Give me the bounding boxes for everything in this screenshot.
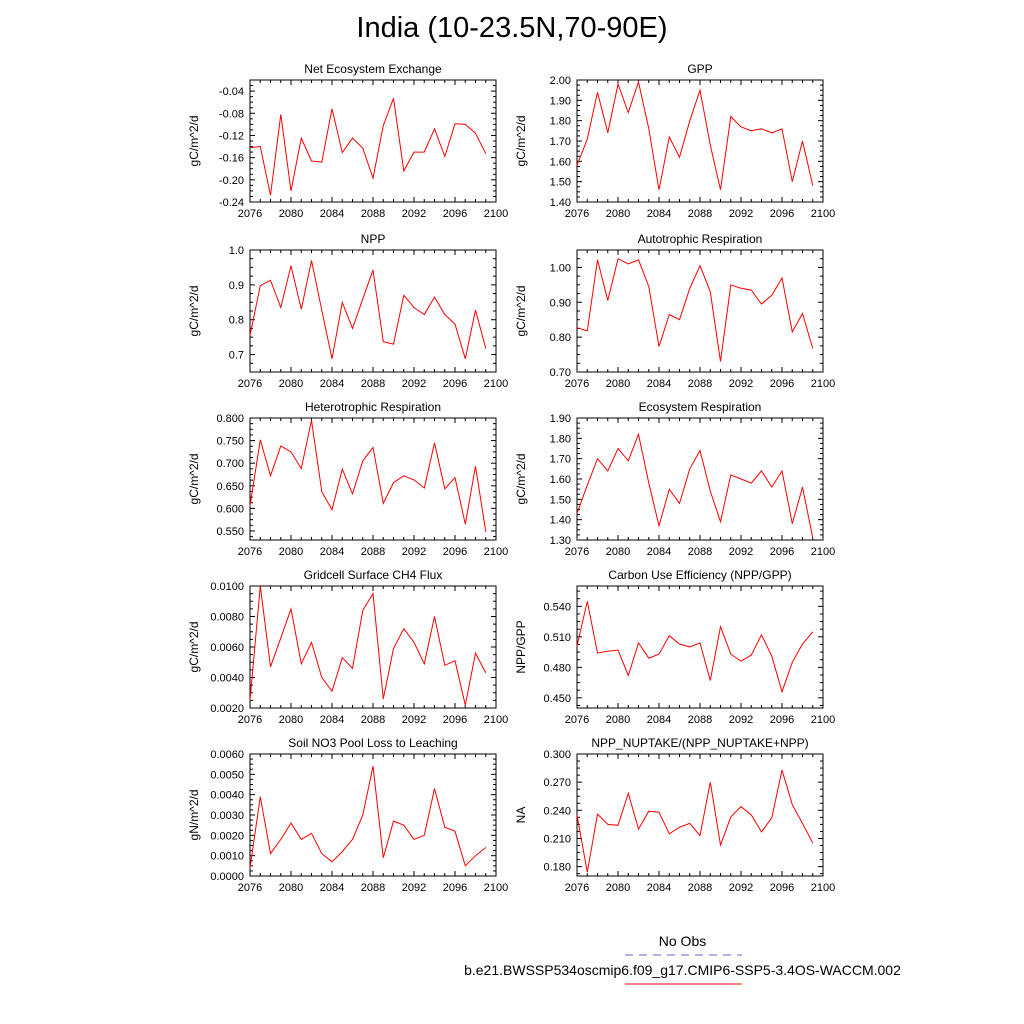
x-tick-label: 2080 bbox=[605, 714, 631, 726]
plot-frame bbox=[250, 586, 496, 708]
y-tick-label: 0.80 bbox=[549, 332, 571, 345]
y-tick-label: 1.50 bbox=[549, 176, 571, 189]
y-tick-label: 0.0020 bbox=[210, 830, 244, 843]
x-tick-label: 2088 bbox=[360, 378, 386, 390]
panel-title: NPP bbox=[360, 232, 386, 246]
y-tick-label: 0.70 bbox=[549, 367, 571, 379]
x-tick-label: 2088 bbox=[360, 714, 386, 726]
panel-title: GPP bbox=[687, 62, 713, 76]
x-tick-label: 2096 bbox=[769, 882, 795, 894]
plot-frame bbox=[250, 418, 496, 540]
x-tick-label: 2092 bbox=[728, 378, 754, 390]
chart-panel-3 bbox=[187, 232, 508, 390]
x-tick-label: 2100 bbox=[810, 378, 836, 390]
plot-frame bbox=[577, 418, 823, 540]
x-tick-label: 2096 bbox=[769, 208, 795, 220]
x-tick-label: 2096 bbox=[442, 208, 468, 220]
y-tick-label: 0.0020 bbox=[210, 703, 244, 715]
y-tick-label: 0.9 bbox=[228, 279, 244, 292]
x-tick-label: 2080 bbox=[605, 378, 631, 390]
y-tick-label: 0.550 bbox=[216, 525, 244, 538]
y-tick-label: 1.80 bbox=[549, 115, 571, 128]
y-tick-label: 0.8 bbox=[228, 314, 244, 327]
panel-title: NPP_NUPTAKE/(NPP_NUPTAKE+NPP) bbox=[591, 736, 809, 750]
y-tick-label: 0.600 bbox=[216, 503, 244, 516]
y-tick-label: 0.750 bbox=[216, 435, 244, 448]
y-tick-label: 0.700 bbox=[216, 458, 244, 471]
x-tick-label: 2100 bbox=[483, 546, 509, 558]
chart-panel-8 bbox=[514, 568, 835, 726]
series-line bbox=[250, 261, 486, 359]
x-tick-label: 2100 bbox=[810, 882, 836, 894]
y-tick-label: 0.450 bbox=[543, 692, 571, 705]
y-tick-label: -0.04 bbox=[218, 86, 244, 99]
x-tick-label: 2084 bbox=[319, 378, 345, 390]
x-tick-label: 2096 bbox=[442, 546, 468, 558]
x-tick-label: 2092 bbox=[401, 378, 427, 390]
x-tick-label: 2080 bbox=[278, 378, 304, 390]
x-tick-label: 2084 bbox=[646, 882, 672, 894]
series-line bbox=[250, 766, 486, 868]
x-tick-label: 2084 bbox=[319, 546, 345, 558]
series-line bbox=[577, 434, 813, 538]
x-tick-label: 2088 bbox=[360, 882, 386, 894]
panel-title: Autotrophic Respiration bbox=[637, 232, 763, 246]
x-tick-label: 2100 bbox=[483, 208, 509, 220]
x-tick-label: 2096 bbox=[769, 378, 795, 390]
x-tick-label: 2084 bbox=[646, 546, 672, 558]
y-axis-label: NA bbox=[514, 806, 528, 824]
y-tick-label: 1.0 bbox=[228, 245, 244, 257]
x-tick-label: 2076 bbox=[564, 208, 590, 220]
x-tick-label: 2096 bbox=[442, 882, 468, 894]
x-tick-label: 2076 bbox=[237, 882, 263, 894]
y-tick-label: 0.510 bbox=[543, 631, 571, 644]
y-tick-label: -0.20 bbox=[218, 174, 244, 187]
y-axis-label: gN/m^2/d bbox=[187, 789, 201, 841]
x-tick-label: 2100 bbox=[810, 546, 836, 558]
series-line bbox=[250, 586, 486, 705]
y-tick-label: 1.70 bbox=[549, 453, 571, 466]
y-tick-label: 0.480 bbox=[543, 662, 571, 675]
panel-title: Ecosystem Respiration bbox=[638, 400, 762, 414]
x-tick-label: 2076 bbox=[564, 378, 590, 390]
y-tick-label: 1.90 bbox=[549, 95, 571, 108]
x-tick-label: 2076 bbox=[237, 208, 263, 220]
page-title: India (10-23.5N,70-90E) bbox=[356, 12, 668, 44]
plot-frame bbox=[250, 754, 496, 876]
x-tick-label: 2076 bbox=[237, 714, 263, 726]
series-line bbox=[577, 601, 813, 691]
x-tick-label: 2092 bbox=[728, 882, 754, 894]
chart-panel-4 bbox=[514, 232, 835, 390]
y-tick-label: 1.80 bbox=[549, 433, 571, 446]
x-tick-label: 2084 bbox=[646, 378, 672, 390]
y-tick-label: 1.60 bbox=[549, 156, 571, 169]
y-tick-label: 0.270 bbox=[543, 777, 571, 790]
plot-frame bbox=[577, 586, 823, 708]
x-tick-label: 2080 bbox=[278, 546, 304, 558]
x-tick-label: 2088 bbox=[687, 546, 713, 558]
chart-panel-6 bbox=[514, 400, 835, 558]
x-tick-label: 2100 bbox=[483, 882, 509, 894]
x-tick-label: 2080 bbox=[278, 714, 304, 726]
legend-obs-label: No Obs bbox=[658, 933, 707, 949]
y-tick-label: 2.00 bbox=[549, 75, 571, 87]
x-tick-label: 2100 bbox=[810, 208, 836, 220]
y-tick-label: 0.240 bbox=[543, 805, 571, 818]
y-tick-label: 1.70 bbox=[549, 136, 571, 148]
x-tick-label: 2080 bbox=[605, 882, 631, 894]
y-tick-label: -0.12 bbox=[218, 130, 244, 143]
series-line bbox=[577, 770, 813, 872]
plot-frame bbox=[577, 754, 823, 876]
panel-title: Carbon Use Efficiency (NPP/GPP) bbox=[608, 568, 792, 582]
x-tick-label: 2080 bbox=[605, 546, 631, 558]
x-tick-label: 2092 bbox=[728, 208, 754, 220]
chart-panel-2 bbox=[514, 62, 835, 220]
x-tick-label: 2076 bbox=[564, 714, 590, 726]
x-tick-label: 2092 bbox=[401, 714, 427, 726]
y-tick-label: 0.0050 bbox=[210, 769, 244, 782]
y-tick-label: 0.0040 bbox=[210, 789, 244, 802]
x-tick-label: 2092 bbox=[401, 882, 427, 894]
y-tick-label: 1.00 bbox=[549, 262, 571, 275]
chart-panel-5 bbox=[187, 400, 508, 558]
y-tick-label: 0.180 bbox=[543, 861, 571, 874]
panel-title: Heterotrophic Respiration bbox=[304, 400, 442, 414]
x-tick-label: 2080 bbox=[278, 882, 304, 894]
x-tick-label: 2080 bbox=[605, 208, 631, 220]
y-tick-label: 1.60 bbox=[549, 474, 571, 486]
panel-title: Gridcell Surface CH4 Flux bbox=[303, 568, 443, 582]
x-tick-label: 2084 bbox=[319, 882, 345, 894]
y-tick-label: 0.0060 bbox=[210, 749, 244, 761]
y-tick-label: 0.0080 bbox=[210, 611, 244, 624]
y-axis-label: gC/m^2/d bbox=[514, 453, 528, 505]
y-tick-label: -0.24 bbox=[218, 197, 244, 209]
series-line bbox=[250, 98, 486, 195]
legend-model-label: b.e21.BWSSP534oscmip6.f09_g17.CMIP6-SSP5-3.4OS-WACCM.002 bbox=[464, 962, 901, 978]
y-axis-label: gC/m^2/d bbox=[187, 621, 201, 673]
x-tick-label: 2100 bbox=[483, 378, 509, 390]
y-axis-label: gC/m^2/d bbox=[187, 115, 201, 167]
x-tick-label: 2096 bbox=[442, 714, 468, 726]
y-axis-label: gC/m^2/d bbox=[514, 115, 528, 167]
x-tick-label: 2092 bbox=[728, 714, 754, 726]
x-tick-label: 2076 bbox=[237, 546, 263, 558]
y-axis-label: gC/m^2/d bbox=[514, 285, 528, 337]
x-tick-label: 2088 bbox=[687, 378, 713, 390]
y-tick-label: -0.16 bbox=[218, 152, 244, 165]
y-tick-label: 0.540 bbox=[543, 601, 571, 614]
y-tick-label: 1.40 bbox=[549, 514, 571, 527]
x-tick-label: 2076 bbox=[564, 882, 590, 894]
y-axis-label: NPP/GPP bbox=[514, 620, 528, 674]
chart-panel-10 bbox=[514, 736, 835, 894]
y-tick-label: 0.0010 bbox=[210, 850, 244, 863]
x-tick-label: 2092 bbox=[728, 546, 754, 558]
chart-panel-9 bbox=[187, 736, 508, 894]
x-tick-label: 2084 bbox=[646, 714, 672, 726]
x-tick-label: 2096 bbox=[769, 714, 795, 726]
y-tick-label: 1.50 bbox=[549, 494, 571, 507]
x-tick-label: 2088 bbox=[687, 208, 713, 220]
x-tick-label: 2092 bbox=[401, 546, 427, 558]
y-axis-label: gC/m^2/d bbox=[187, 453, 201, 505]
plot-frame bbox=[250, 80, 496, 202]
x-tick-label: 2100 bbox=[810, 714, 836, 726]
y-axis-label: gC/m^2/d bbox=[187, 285, 201, 337]
chart-panel-1 bbox=[187, 62, 508, 220]
chart-panel-7 bbox=[187, 568, 508, 726]
plot-frame bbox=[577, 80, 823, 202]
panel-title: Net Ecosystem Exchange bbox=[304, 62, 442, 76]
x-tick-label: 2084 bbox=[646, 208, 672, 220]
x-tick-label: 2084 bbox=[319, 208, 345, 220]
y-tick-label: 0.0060 bbox=[210, 642, 244, 654]
x-tick-label: 2096 bbox=[769, 546, 795, 558]
y-tick-label: -0.08 bbox=[218, 108, 244, 121]
x-tick-label: 2076 bbox=[237, 378, 263, 390]
x-tick-label: 2096 bbox=[442, 378, 468, 390]
y-tick-label: 0.0040 bbox=[210, 672, 244, 685]
y-tick-label: 0.800 bbox=[216, 413, 244, 425]
y-tick-label: 0.90 bbox=[549, 297, 571, 310]
x-tick-label: 2084 bbox=[319, 714, 345, 726]
y-tick-label: 0.650 bbox=[216, 480, 244, 493]
y-tick-label: 0.7 bbox=[228, 349, 244, 362]
x-tick-label: 2088 bbox=[360, 208, 386, 220]
series-line bbox=[577, 259, 813, 362]
x-tick-label: 2088 bbox=[360, 546, 386, 558]
y-tick-label: 0.0030 bbox=[210, 810, 244, 822]
panel-title: Soil NO3 Pool Loss to Leaching bbox=[288, 736, 458, 750]
y-tick-label: 0.0000 bbox=[210, 871, 244, 883]
y-tick-label: 0.210 bbox=[543, 833, 571, 846]
y-tick-label: 1.90 bbox=[549, 413, 571, 425]
x-tick-label: 2088 bbox=[687, 714, 713, 726]
x-tick-label: 2088 bbox=[687, 882, 713, 894]
series-line bbox=[577, 82, 813, 190]
x-tick-label: 2092 bbox=[401, 208, 427, 220]
plot-frame bbox=[577, 250, 823, 372]
y-tick-label: 0.300 bbox=[543, 749, 571, 761]
x-tick-label: 2076 bbox=[564, 546, 590, 558]
plot-frame bbox=[250, 250, 496, 372]
y-tick-label: 1.40 bbox=[549, 197, 571, 209]
series-line bbox=[250, 420, 486, 532]
y-tick-label: 1.30 bbox=[549, 535, 571, 547]
x-tick-label: 2100 bbox=[483, 714, 509, 726]
y-tick-label: 0.0100 bbox=[210, 581, 244, 593]
x-tick-label: 2080 bbox=[278, 208, 304, 220]
